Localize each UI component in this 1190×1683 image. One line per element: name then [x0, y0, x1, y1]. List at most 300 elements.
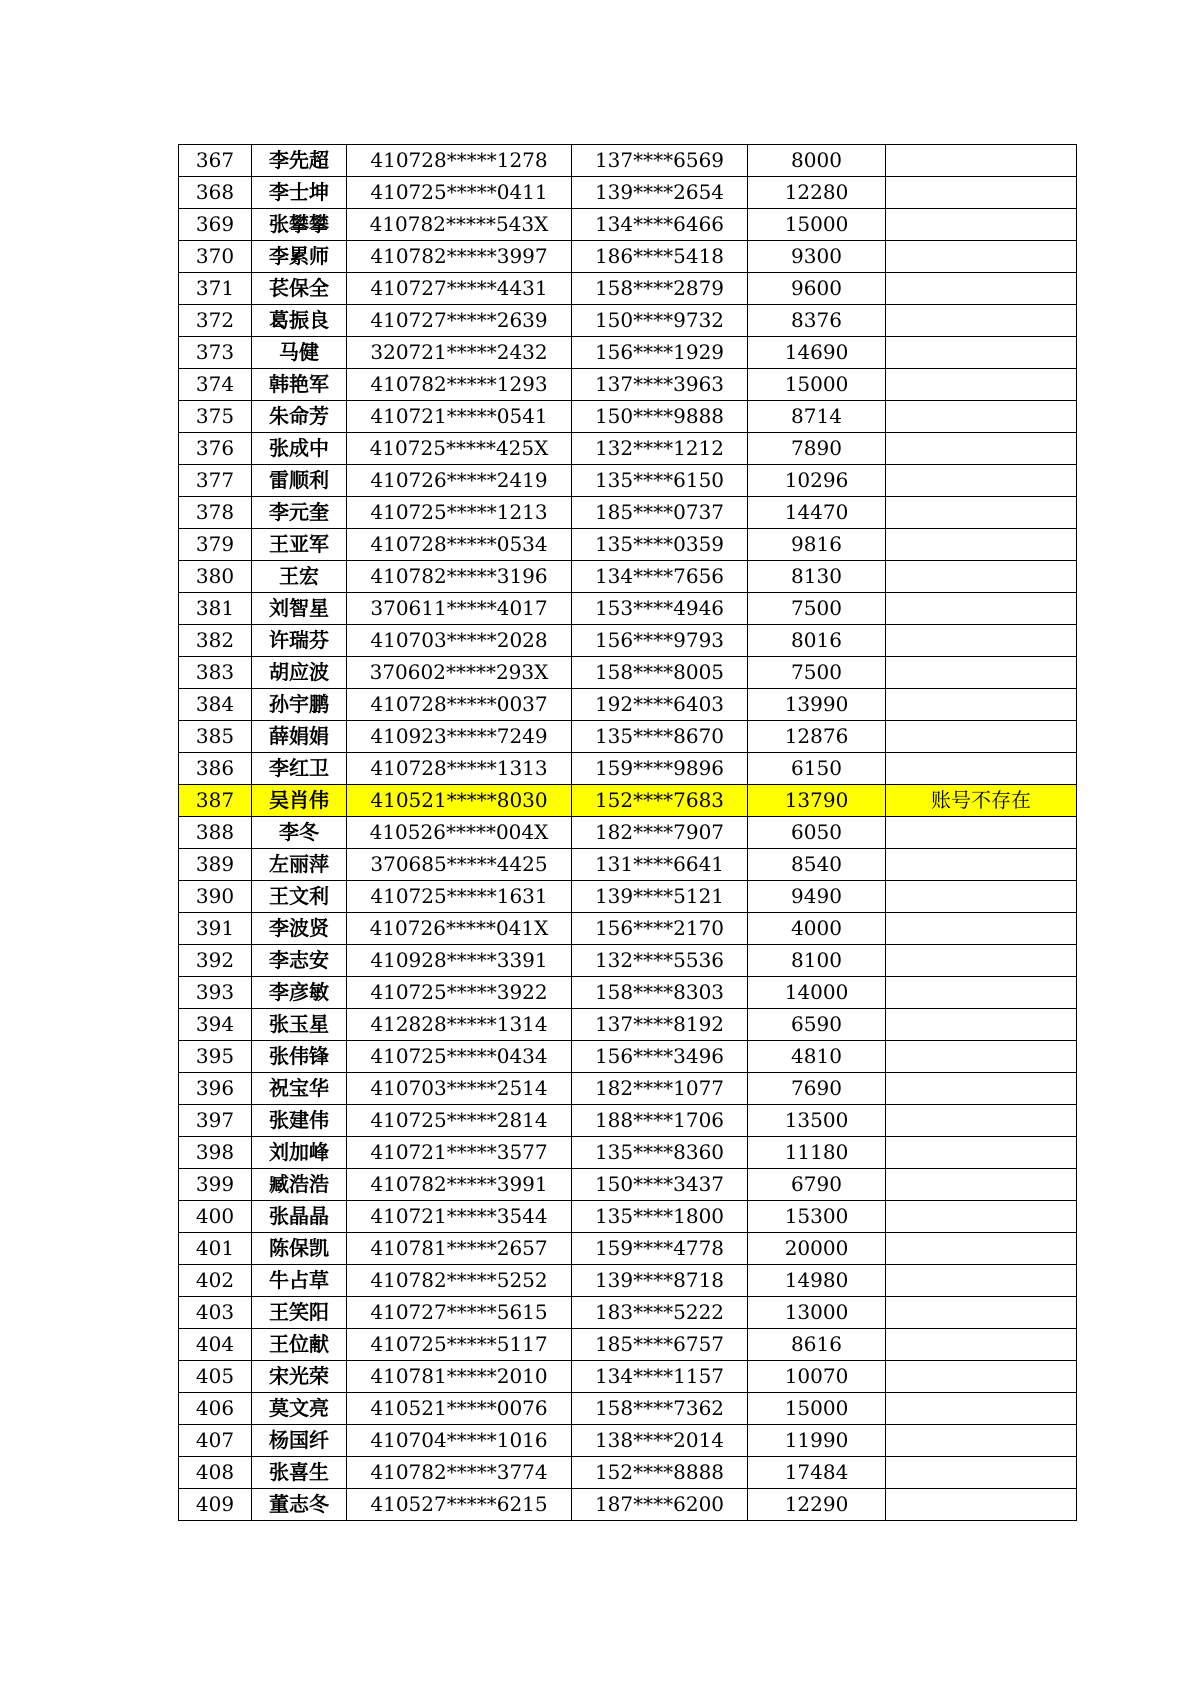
cell-name: 祝宝华	[252, 1073, 347, 1105]
cell-note	[886, 1041, 1077, 1073]
cell-name: 张玉星	[252, 1009, 347, 1041]
cell-phone: 137****3963	[572, 369, 748, 401]
cell-note	[886, 529, 1077, 561]
cell-id-number: 412828*****1314	[347, 1009, 572, 1041]
cell-number: 367	[179, 145, 252, 177]
cell-name: 李志安	[252, 945, 347, 977]
table-row	[179, 273, 1077, 305]
cell-amount: 8616	[748, 1329, 886, 1361]
cell-id-number: 410728*****1278	[347, 145, 572, 177]
cell-amount: 12290	[748, 1489, 886, 1521]
cell-amount: 6790	[748, 1169, 886, 1201]
cell-note	[886, 881, 1077, 913]
cell-name: 张喜生	[252, 1457, 347, 1489]
cell-name: 刘智星	[252, 593, 347, 625]
cell-number: 368	[179, 177, 252, 209]
cell-number: 393	[179, 977, 252, 1009]
cell-amount: 14980	[748, 1265, 886, 1297]
cell-note	[886, 1105, 1077, 1137]
cell-number: 377	[179, 465, 252, 497]
cell-name: 马健	[252, 337, 347, 369]
cell-number: 387	[179, 785, 252, 817]
cell-note	[886, 977, 1077, 1009]
cell-note	[886, 241, 1077, 273]
cell-number: 405	[179, 1361, 252, 1393]
cell-note	[886, 1329, 1077, 1361]
table-row	[179, 1265, 1077, 1297]
cell-note	[886, 1489, 1077, 1521]
cell-phone: 135****0359	[572, 529, 748, 561]
cell-note	[886, 593, 1077, 625]
cell-id-number: 410721*****3577	[347, 1137, 572, 1169]
cell-amount: 15000	[748, 369, 886, 401]
cell-note	[886, 1169, 1077, 1201]
cell-amount: 15000	[748, 209, 886, 241]
table-row	[179, 561, 1077, 593]
cell-phone: 150****9732	[572, 305, 748, 337]
cell-id-number: 370611*****4017	[347, 593, 572, 625]
table-row	[179, 1297, 1077, 1329]
cell-id-number: 410725*****0411	[347, 177, 572, 209]
cell-number: 390	[179, 881, 252, 913]
cell-number: 403	[179, 1297, 252, 1329]
table-row	[179, 1009, 1077, 1041]
cell-name: 李先超	[252, 145, 347, 177]
cell-note	[886, 369, 1077, 401]
table-row	[179, 1329, 1077, 1361]
cell-number: 375	[179, 401, 252, 433]
cell-amount: 14000	[748, 977, 886, 1009]
table-row	[179, 1041, 1077, 1073]
table-row	[179, 465, 1077, 497]
cell-phone: 187****6200	[572, 1489, 748, 1521]
table-row	[179, 785, 1077, 817]
cell-note	[886, 561, 1077, 593]
cell-number: 394	[179, 1009, 252, 1041]
cell-name: 葛振良	[252, 305, 347, 337]
cell-name: 许瑞芬	[252, 625, 347, 657]
cell-id-number: 410725*****2814	[347, 1105, 572, 1137]
cell-id-number: 410781*****2657	[347, 1233, 572, 1265]
cell-phone: 153****4946	[572, 593, 748, 625]
cell-name: 张建伟	[252, 1105, 347, 1137]
cell-name: 左丽萍	[252, 849, 347, 881]
table-row	[179, 177, 1077, 209]
cell-phone: 131****6641	[572, 849, 748, 881]
cell-phone: 134****6466	[572, 209, 748, 241]
cell-name: 李冬	[252, 817, 347, 849]
cell-name: 宋光荣	[252, 1361, 347, 1393]
cell-amount: 7690	[748, 1073, 886, 1105]
cell-phone: 156****3496	[572, 1041, 748, 1073]
cell-id-number: 410782*****5252	[347, 1265, 572, 1297]
cell-note	[886, 625, 1077, 657]
cell-id-number: 410704*****1016	[347, 1425, 572, 1457]
table-row	[179, 1201, 1077, 1233]
cell-note	[886, 1393, 1077, 1425]
cell-amount: 9490	[748, 881, 886, 913]
table-row	[179, 817, 1077, 849]
cell-phone: 182****1077	[572, 1073, 748, 1105]
cell-note	[886, 433, 1077, 465]
cell-number: 392	[179, 945, 252, 977]
cell-name: 陈保凯	[252, 1233, 347, 1265]
cell-phone: 139****2654	[572, 177, 748, 209]
cell-name: 朱命芳	[252, 401, 347, 433]
table-row	[179, 1137, 1077, 1169]
cell-name: 韩艳军	[252, 369, 347, 401]
cell-number: 385	[179, 721, 252, 753]
cell-number: 401	[179, 1233, 252, 1265]
cell-note	[886, 497, 1077, 529]
cell-name: 臧浩浩	[252, 1169, 347, 1201]
cell-id-number: 410781*****2010	[347, 1361, 572, 1393]
cell-phone: 139****8718	[572, 1265, 748, 1297]
table-row	[179, 305, 1077, 337]
cell-note	[886, 657, 1077, 689]
cell-name: 王亚军	[252, 529, 347, 561]
cell-phone: 158****8005	[572, 657, 748, 689]
cell-amount: 11180	[748, 1137, 886, 1169]
cell-phone: 132****5536	[572, 945, 748, 977]
cell-phone: 183****5222	[572, 1297, 748, 1329]
cell-name: 李红卫	[252, 753, 347, 785]
cell-note	[886, 1009, 1077, 1041]
cell-id-number: 410703*****2514	[347, 1073, 572, 1105]
cell-phone: 150****9888	[572, 401, 748, 433]
cell-number: 395	[179, 1041, 252, 1073]
cell-note	[886, 1265, 1077, 1297]
cell-name: 李士坤	[252, 177, 347, 209]
cell-id-number: 410721*****0541	[347, 401, 572, 433]
cell-phone: 150****3437	[572, 1169, 748, 1201]
cell-id-number: 410521*****0076	[347, 1393, 572, 1425]
cell-id-number: 410521*****8030	[347, 785, 572, 817]
cell-phone: 135****6150	[572, 465, 748, 497]
cell-number: 369	[179, 209, 252, 241]
roster-body	[179, 145, 1077, 1521]
cell-note	[886, 1201, 1077, 1233]
cell-id-number: 410782*****3997	[347, 241, 572, 273]
table-row	[179, 241, 1077, 273]
cell-id-number: 410721*****3544	[347, 1201, 572, 1233]
cell-name: 张成中	[252, 433, 347, 465]
cell-note	[886, 1297, 1077, 1329]
cell-id-number: 410928*****3391	[347, 945, 572, 977]
cell-amount: 13000	[748, 1297, 886, 1329]
cell-phone: 188****1706	[572, 1105, 748, 1137]
cell-note	[886, 1425, 1077, 1457]
cell-amount: 15300	[748, 1201, 886, 1233]
cell-number: 398	[179, 1137, 252, 1169]
table-row	[179, 209, 1077, 241]
cell-number: 397	[179, 1105, 252, 1137]
table-row	[179, 1457, 1077, 1489]
table-row	[179, 337, 1077, 369]
cell-phone: 138****2014	[572, 1425, 748, 1457]
cell-id-number: 410782*****3774	[347, 1457, 572, 1489]
cell-id-number: 410725*****3922	[347, 977, 572, 1009]
table-row	[179, 145, 1077, 177]
cell-amount: 14470	[748, 497, 886, 529]
cell-number: 378	[179, 497, 252, 529]
cell-amount: 8016	[748, 625, 886, 657]
cell-note	[886, 305, 1077, 337]
cell-name: 张晶晶	[252, 1201, 347, 1233]
cell-amount: 8540	[748, 849, 886, 881]
cell-amount: 11990	[748, 1425, 886, 1457]
cell-name: 王笑阳	[252, 1297, 347, 1329]
cell-note	[886, 913, 1077, 945]
cell-note	[886, 1361, 1077, 1393]
cell-id-number: 370685*****4425	[347, 849, 572, 881]
cell-phone: 185****6757	[572, 1329, 748, 1361]
table-row	[179, 369, 1077, 401]
cell-number: 391	[179, 913, 252, 945]
cell-phone: 135****8670	[572, 721, 748, 753]
cell-id-number: 410726*****041X	[347, 913, 572, 945]
cell-id-number: 410726*****2419	[347, 465, 572, 497]
cell-note	[886, 753, 1077, 785]
cell-amount: 7500	[748, 657, 886, 689]
cell-id-number: 410728*****0534	[347, 529, 572, 561]
cell-note	[886, 401, 1077, 433]
cell-amount: 7890	[748, 433, 886, 465]
cell-id-number: 410725*****1213	[347, 497, 572, 529]
table-row	[179, 1105, 1077, 1137]
cell-amount: 10070	[748, 1361, 886, 1393]
cell-amount: 4810	[748, 1041, 886, 1073]
cell-id-number: 320721*****2432	[347, 337, 572, 369]
cell-note	[886, 945, 1077, 977]
cell-name: 李彦敏	[252, 977, 347, 1009]
table-row	[179, 529, 1077, 561]
cell-note	[886, 1137, 1077, 1169]
cell-name: 张攀攀	[252, 209, 347, 241]
cell-phone: 156****9793	[572, 625, 748, 657]
table-row	[179, 849, 1077, 881]
cell-phone: 156****1929	[572, 337, 748, 369]
cell-name: 张伟锋	[252, 1041, 347, 1073]
cell-phone: 158****2879	[572, 273, 748, 305]
table-row	[179, 593, 1077, 625]
table-row	[179, 1233, 1077, 1265]
cell-note	[886, 689, 1077, 721]
cell-phone: 137****8192	[572, 1009, 748, 1041]
cell-number: 380	[179, 561, 252, 593]
cell-number: 396	[179, 1073, 252, 1105]
cell-id-number: 410727*****4431	[347, 273, 572, 305]
cell-amount: 12876	[748, 721, 886, 753]
cell-number: 383	[179, 657, 252, 689]
cell-phone: 158****8303	[572, 977, 748, 1009]
cell-note	[886, 1233, 1077, 1265]
cell-number: 376	[179, 433, 252, 465]
cell-amount: 8100	[748, 945, 886, 977]
cell-number: 374	[179, 369, 252, 401]
cell-number: 371	[179, 273, 252, 305]
cell-name: 李波贤	[252, 913, 347, 945]
cell-name: 吴肖伟	[252, 785, 347, 817]
cell-number: 400	[179, 1201, 252, 1233]
cell-number: 384	[179, 689, 252, 721]
table-row	[179, 401, 1077, 433]
cell-id-number: 410728*****0037	[347, 689, 572, 721]
cell-amount: 13790	[748, 785, 886, 817]
cell-phone: 159****4778	[572, 1233, 748, 1265]
table-row	[179, 721, 1077, 753]
table-row	[179, 657, 1077, 689]
cell-note	[886, 817, 1077, 849]
cell-number: 409	[179, 1489, 252, 1521]
cell-amount: 6050	[748, 817, 886, 849]
cell-amount: 9816	[748, 529, 886, 561]
table-row	[179, 1073, 1077, 1105]
cell-phone: 134****7656	[572, 561, 748, 593]
cell-id-number: 410782*****543X	[347, 209, 572, 241]
cell-number: 388	[179, 817, 252, 849]
cell-name: 孙宇鹏	[252, 689, 347, 721]
cell-amount: 8714	[748, 401, 886, 433]
table-row	[179, 913, 1077, 945]
cell-phone: 192****6403	[572, 689, 748, 721]
cell-amount: 4000	[748, 913, 886, 945]
table-row	[179, 1393, 1077, 1425]
cell-amount: 7500	[748, 593, 886, 625]
cell-amount: 15000	[748, 1393, 886, 1425]
cell-amount: 12280	[748, 177, 886, 209]
cell-phone: 152****8888	[572, 1457, 748, 1489]
cell-amount: 13500	[748, 1105, 886, 1137]
cell-note	[886, 465, 1077, 497]
cell-note	[886, 145, 1077, 177]
table-row	[179, 625, 1077, 657]
cell-name: 薛娟娟	[252, 721, 347, 753]
cell-name: 王文利	[252, 881, 347, 913]
cell-name: 雷顺利	[252, 465, 347, 497]
cell-amount: 20000	[748, 1233, 886, 1265]
cell-note: 账号不存在	[886, 785, 1077, 817]
cell-number: 386	[179, 753, 252, 785]
cell-name: 杨国纤	[252, 1425, 347, 1457]
cell-phone: 134****1157	[572, 1361, 748, 1393]
cell-amount: 8000	[748, 145, 886, 177]
cell-id-number: 410725*****0434	[347, 1041, 572, 1073]
cell-amount: 8130	[748, 561, 886, 593]
table-row	[179, 977, 1077, 1009]
cell-id-number: 410782*****3196	[347, 561, 572, 593]
cell-id-number: 410703*****2028	[347, 625, 572, 657]
cell-amount: 14690	[748, 337, 886, 369]
cell-name: 苌保全	[252, 273, 347, 305]
cell-number: 389	[179, 849, 252, 881]
table-row	[179, 881, 1077, 913]
cell-note	[886, 849, 1077, 881]
table-row	[179, 1169, 1077, 1201]
cell-number: 370	[179, 241, 252, 273]
table-row	[179, 945, 1077, 977]
cell-amount: 10296	[748, 465, 886, 497]
cell-id-number: 410725*****1631	[347, 881, 572, 913]
cell-phone: 135****8360	[572, 1137, 748, 1169]
cell-phone: 135****1800	[572, 1201, 748, 1233]
cell-note	[886, 209, 1077, 241]
cell-name: 王位献	[252, 1329, 347, 1361]
cell-phone: 186****5418	[572, 241, 748, 273]
table-row	[179, 1361, 1077, 1393]
cell-phone: 182****7907	[572, 817, 748, 849]
table-row	[179, 689, 1077, 721]
table-row	[179, 497, 1077, 529]
cell-name: 刘加峰	[252, 1137, 347, 1169]
cell-note	[886, 273, 1077, 305]
table-row	[179, 1489, 1077, 1521]
cell-id-number: 410727*****5615	[347, 1297, 572, 1329]
cell-phone: 185****0737	[572, 497, 748, 529]
cell-number: 382	[179, 625, 252, 657]
cell-phone: 156****2170	[572, 913, 748, 945]
cell-phone: 159****9896	[572, 753, 748, 785]
cell-id-number: 370602*****293X	[347, 657, 572, 689]
cell-id-number: 410727*****2639	[347, 305, 572, 337]
cell-phone: 152****7683	[572, 785, 748, 817]
cell-number: 373	[179, 337, 252, 369]
cell-note	[886, 337, 1077, 369]
cell-note	[886, 721, 1077, 753]
cell-amount: 8376	[748, 305, 886, 337]
cell-amount: 6150	[748, 753, 886, 785]
cell-amount: 6590	[748, 1009, 886, 1041]
cell-id-number: 410923*****7249	[347, 721, 572, 753]
cell-number: 404	[179, 1329, 252, 1361]
cell-name: 胡应波	[252, 657, 347, 689]
cell-id-number: 410725*****5117	[347, 1329, 572, 1361]
cell-amount: 13990	[748, 689, 886, 721]
cell-id-number: 410527*****6215	[347, 1489, 572, 1521]
cell-phone: 158****7362	[572, 1393, 748, 1425]
cell-amount: 9600	[748, 273, 886, 305]
cell-number: 399	[179, 1169, 252, 1201]
cell-note	[886, 1457, 1077, 1489]
cell-name: 王宏	[252, 561, 347, 593]
table-row	[179, 753, 1077, 785]
cell-name: 董志冬	[252, 1489, 347, 1521]
cell-number: 372	[179, 305, 252, 337]
cell-name: 牛占草	[252, 1265, 347, 1297]
cell-id-number: 410782*****3991	[347, 1169, 572, 1201]
cell-name: 李元奎	[252, 497, 347, 529]
cell-id-number: 410782*****1293	[347, 369, 572, 401]
cell-number: 406	[179, 1393, 252, 1425]
cell-name: 李累师	[252, 241, 347, 273]
table-row	[179, 433, 1077, 465]
cell-note	[886, 1073, 1077, 1105]
cell-phone: 139****5121	[572, 881, 748, 913]
roster-table	[178, 144, 1077, 1521]
cell-number: 407	[179, 1425, 252, 1457]
cell-number: 402	[179, 1265, 252, 1297]
cell-number: 408	[179, 1457, 252, 1489]
cell-number: 379	[179, 529, 252, 561]
cell-id-number: 410526*****004X	[347, 817, 572, 849]
cell-amount: 9300	[748, 241, 886, 273]
cell-phone: 137****6569	[572, 145, 748, 177]
cell-id-number: 410728*****1313	[347, 753, 572, 785]
cell-id-number: 410725*****425X	[347, 433, 572, 465]
cell-number: 381	[179, 593, 252, 625]
table-row	[179, 1425, 1077, 1457]
cell-phone: 132****1212	[572, 433, 748, 465]
